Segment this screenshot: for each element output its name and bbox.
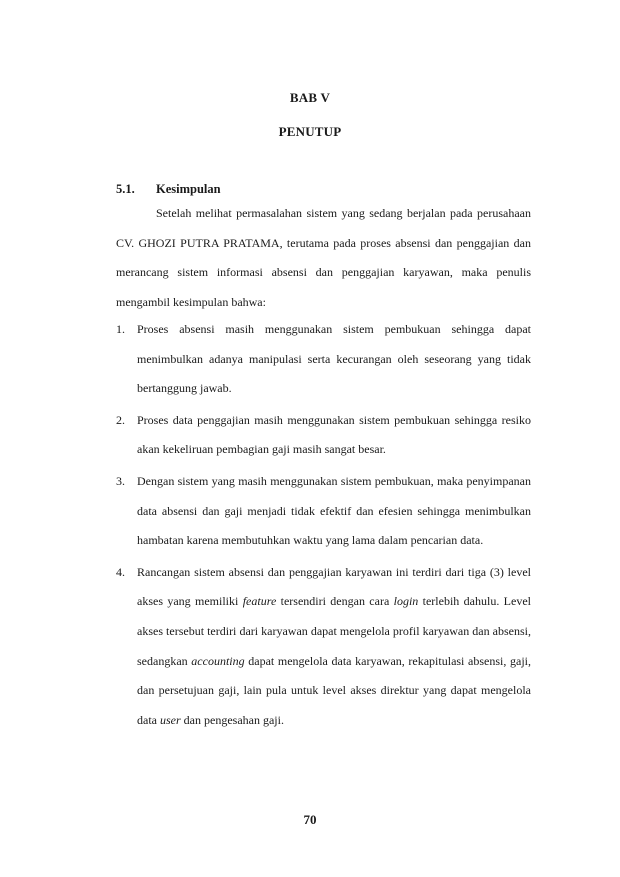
italic-term: login — [393, 594, 419, 609]
list-marker: 2. — [116, 412, 125, 427]
section-heading — [116, 182, 221, 197]
chapter-title: PENUTUP — [278, 124, 342, 139]
list-item — [116, 315, 531, 404]
text-run: Rancangan sistem absensi dan penggajian karyawan ini terdiri dari tiga (3) level akses yang memiliki — [137, 564, 531, 609]
list-item — [116, 406, 531, 465]
italic-term: user — [160, 712, 181, 727]
list-item-text — [137, 565, 531, 727]
list-marker: 4. — [116, 564, 125, 579]
list-marker: 3. — [116, 473, 125, 488]
intro-paragraph — [116, 199, 531, 317]
text-run: terlebih dahulu. Level akses tersebut terdiri dari karyawan dapat mengelola profil karyawan dan absensi, sedangkan — [137, 594, 531, 668]
list-item-text: Proses data penggajian masih menggunakan sistem pembukuan sehingga resiko akan kekeliruan pembagian gaji masih sangat besar. — [137, 412, 531, 457]
intro-text: Setelah melihat permasalahan sistem yang sedang berjalan pada perusahaan CV. GHOZI PUTRA PRATAMA, terutama pada proses absensi dan penggajian dan merancang sistem informasi absensi dan penggajian karyawan, maka penulis mengambil kesimpulan bahwa: — [116, 206, 531, 309]
text-run: dan pengesahan gaji. — [180, 712, 284, 727]
italic-term: feature — [242, 594, 277, 609]
italic-term: accounting — [191, 653, 245, 668]
text-run: tersendiri dengan cara — [276, 594, 394, 609]
list-item — [116, 558, 531, 736]
list-item — [116, 467, 531, 556]
chapter-number: BAB V — [289, 90, 331, 105]
conclusion-list — [116, 315, 531, 737]
section-number: 5.1. — [116, 182, 135, 196]
section-title: Kesimpulan — [156, 182, 221, 196]
text-run: dapat mengelola data karyawan, rekapitulasi absensi, gaji, dan persetujuan gaji, lain pula untuk level akses direktur yang dapat mengelola data — [137, 653, 531, 727]
list-marker: 1. — [116, 322, 125, 336]
page-number: 70 — [303, 812, 317, 827]
list-item-text: Proses absensi masih menggunakan sistem pembukuan sehingga dapat menimbulkan adanya manipulasi serta kecurangan oleh seseorang yang tidak bertanggung jawab. — [137, 322, 531, 396]
list-item-text: Dengan sistem yang masih menggunakan sistem pembukuan, maka penyimpanan data absensi dan gaji menjadi tidak efektif dan efesien sehingga menimbulkan hambatan karena membutuhkan waktu yang lama dalam pencarian data. — [137, 473, 531, 548]
